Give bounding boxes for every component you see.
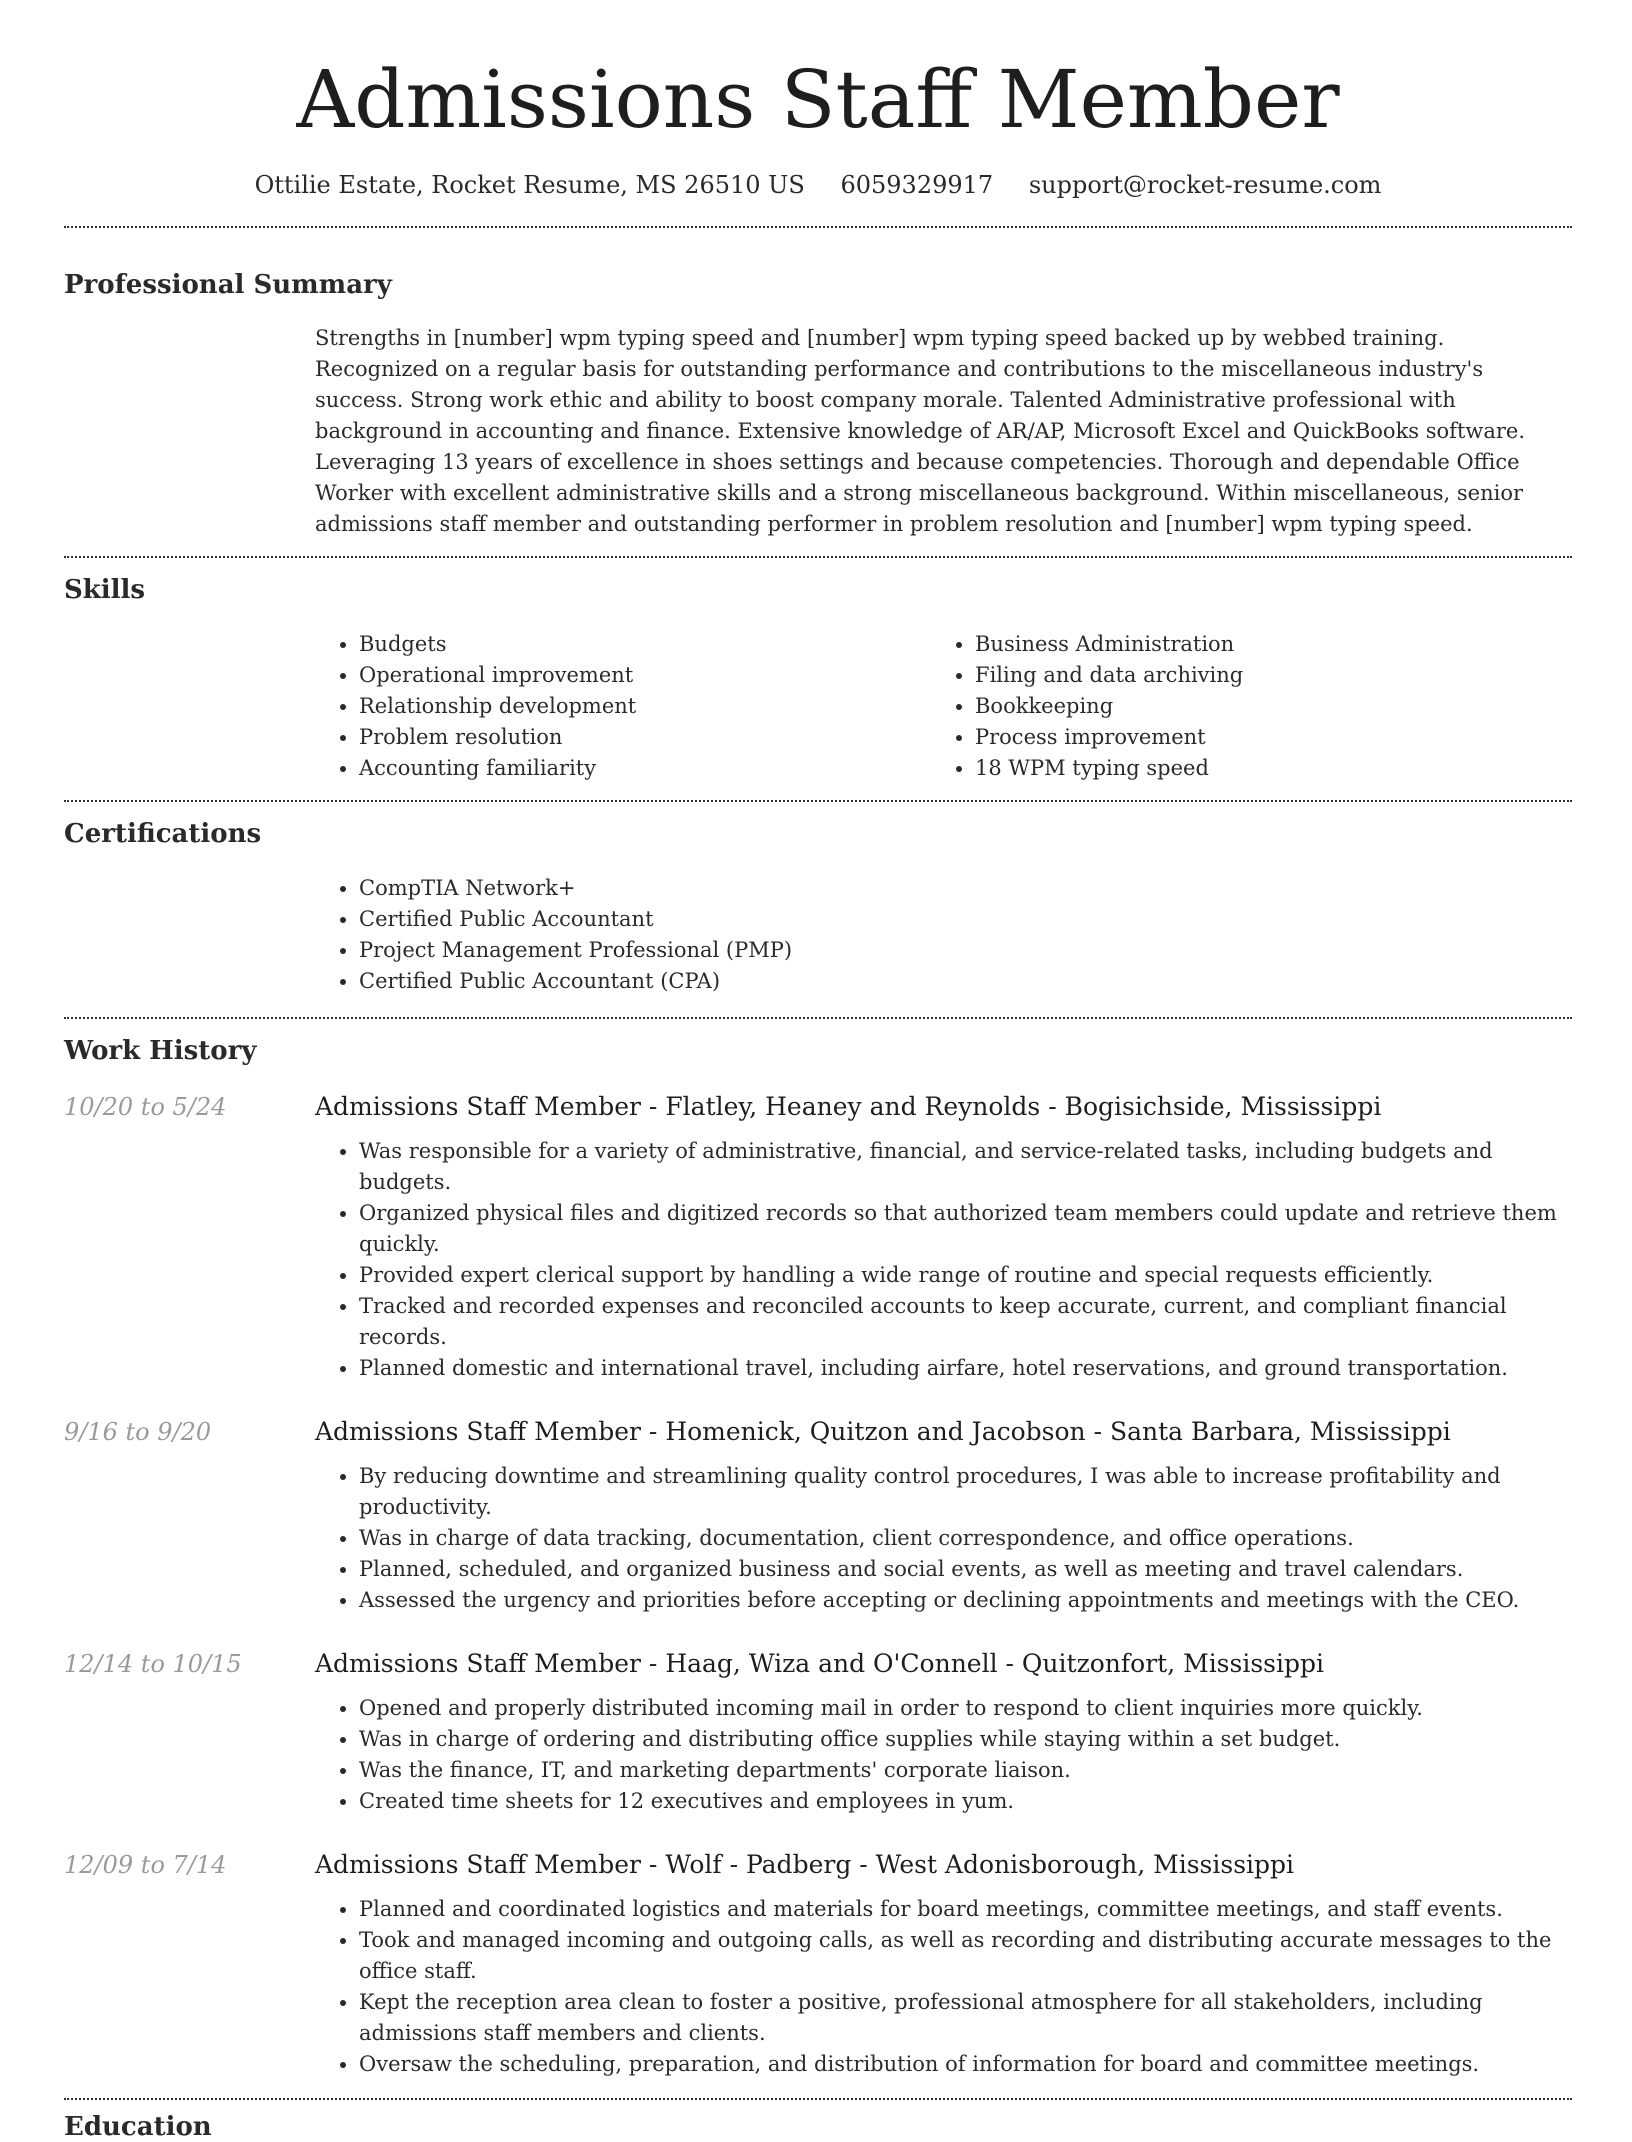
- certifications-section: [64, 819, 1572, 997]
- section-divider: [64, 556, 1572, 558]
- job-bullet: • Was the finance, IT, and marketing departments' corporate liaison.: [359, 1755, 1572, 1786]
- job-title: Admissions Staff Member - Haag, Wiza and O'Connell - Quitzonfort, Mississippi: [315, 1649, 1324, 1678]
- job-bullet: • Planned, scheduled, and organized business and social events, as well as meeting and travel calendars.: [359, 1554, 1572, 1585]
- skills-section: [64, 575, 1572, 784]
- work-history-section: [64, 1036, 1572, 2080]
- job-bullet: • Created time sheets for 12 executives and employees in yum.: [359, 1786, 1572, 1817]
- section-divider: [64, 800, 1572, 802]
- job-title: Admissions Staff Member - Wolf - Padberg - West Adonisborough, Mississippi: [315, 1850, 1295, 1879]
- job-bullet: • Was in charge of ordering and distributing office supplies while staying within a set budget.: [359, 1724, 1572, 1755]
- summary-content: [315, 323, 1572, 540]
- certification-item: • Certified Public Accountant (CPA): [359, 966, 1572, 997]
- job-bullet: • Tracked and recorded expenses and reconciled accounts to keep accurate, current, and compliant financial records.: [359, 1291, 1572, 1353]
- job-bullet: • Oversaw the scheduling, preparation, and distribution of information for board and committee meetings.: [359, 2049, 1572, 2080]
- job-title: Admissions Staff Member - Homenick, Quitzon and Jacobson - Santa Barbara, Mississippi: [315, 1417, 1451, 1446]
- skill-item: • Filing and data archiving: [975, 660, 1547, 691]
- job-dates: 9/16 to 9/20: [64, 1418, 212, 1446]
- summary-section: [64, 270, 1572, 540]
- contact-line: [64, 170, 1572, 200]
- contact-email: support@rocket-resume.com: [1028, 171, 1382, 199]
- job-entry: [64, 1850, 1572, 2080]
- skills-heading: Skills: [64, 575, 146, 605]
- skills-grid: [315, 629, 1572, 784]
- work-history-heading: Work History: [64, 1036, 257, 1066]
- job-bullet: • Organized physical files and digitized records so that authorized team members could update and retrieve them quickly.: [359, 1198, 1572, 1260]
- summary-heading: Professional Summary: [64, 270, 392, 300]
- skill-item: • 18 WPM typing speed: [975, 753, 1547, 784]
- education-section: [64, 2112, 1572, 2142]
- job-bullet: • Was responsible for a variety of administrative, financial, and service-related tasks, including budgets and budgets.: [359, 1136, 1572, 1198]
- job-entry: [64, 1092, 1572, 1384]
- job-dates: 12/09 to 7/14: [64, 1851, 227, 1879]
- resume-page: [64, 0, 1572, 2142]
- skill-item: • Operational improvement: [359, 660, 931, 691]
- job-dates: 12/14 to 10/15: [64, 1650, 242, 1678]
- skill-item: • Process improvement: [975, 722, 1547, 753]
- job-bullet: • Was in charge of data tracking, documentation, client correspondence, and office operations.: [359, 1523, 1572, 1554]
- section-divider: [64, 1017, 1572, 1019]
- contact-address: Ottilie Estate, Rocket Resume, MS 26510 US: [254, 171, 805, 199]
- skills-column-right: [931, 629, 1547, 784]
- job-bullet: • Kept the reception area clean to foster a positive, professional atmosphere for all stakeholders, including admissions staff members and clients.: [359, 1987, 1572, 2049]
- skill-item: • Relationship development: [359, 691, 931, 722]
- candidate-name: Admissions Staff Member: [296, 53, 1340, 146]
- summary-text: Strengths in [number] wpm typing speed and [number] wpm typing speed backed up by webbed training. Recognized on a regular basis for outstanding performance and contributions to the miscellaneous industry's success. Strong work ethic and ability to boost company morale. Talented Administrative professional with background in accounting and finance. Extensive knowledge of AR/AP, Microsoft Excel and QuickBooks software. Leveraging 13 years of excellence in shoes settings and because competencies. Thorough and dependable Office Worker with excellent administrative skills and a strong miscellaneous background. Within miscellaneous, senior admissions staff member and outstanding performer in problem resolution and [number] wpm typing speed.: [315, 326, 1526, 536]
- job-bullet: • Planned and coordinated logistics and materials for board meetings, committee meetings, and staff events.: [359, 1894, 1572, 1925]
- job-bullet: • Provided expert clerical support by handling a wide range of routine and special requests efficiently.: [359, 1260, 1572, 1291]
- certification-item: • Project Management Professional (PMP): [359, 935, 1572, 966]
- job-bullet: • Took and managed incoming and outgoing calls, as well as recording and distributing accurate messages to the office staff.: [359, 1925, 1572, 1987]
- job-entry: [64, 1417, 1572, 1616]
- skills-column-left: [315, 629, 931, 784]
- certifications-heading: Certifications: [64, 819, 262, 849]
- job-bullet: • Opened and properly distributed incoming mail in order to respond to client inquiries more quickly.: [359, 1693, 1572, 1724]
- job-bullet: • By reducing downtime and streamlining quality control procedures, I was able to increase profitability and productivity.: [359, 1461, 1572, 1523]
- skill-item: • Problem resolution: [359, 722, 931, 753]
- job-bullet: • Planned domestic and international travel, including airfare, hotel reservations, and ground transportation.: [359, 1353, 1572, 1384]
- skill-item: • Bookkeeping: [975, 691, 1547, 722]
- certification-item: • CompTIA Network+: [359, 873, 1572, 904]
- job-entry: [64, 1649, 1572, 1817]
- education-heading: Education: [64, 2112, 212, 2142]
- certification-item: • Certified Public Accountant: [359, 904, 1572, 935]
- job-bullet: • Assessed the urgency and priorities before accepting or declining appointments and meetings with the CEO.: [359, 1585, 1572, 1616]
- skill-item: • Budgets: [359, 629, 931, 660]
- header-divider: [64, 226, 1572, 228]
- section-divider: [64, 2098, 1572, 2100]
- contact-phone: 6059329917: [840, 171, 994, 199]
- skill-item: • Accounting familiarity: [359, 753, 931, 784]
- skill-item: • Business Administration: [975, 629, 1547, 660]
- job-title: Admissions Staff Member - Flatley, Heaney and Reynolds - Bogisichside, Mississippi: [315, 1092, 1382, 1121]
- job-dates: 10/20 to 5/24: [64, 1093, 227, 1121]
- certifications-content: [315, 873, 1572, 997]
